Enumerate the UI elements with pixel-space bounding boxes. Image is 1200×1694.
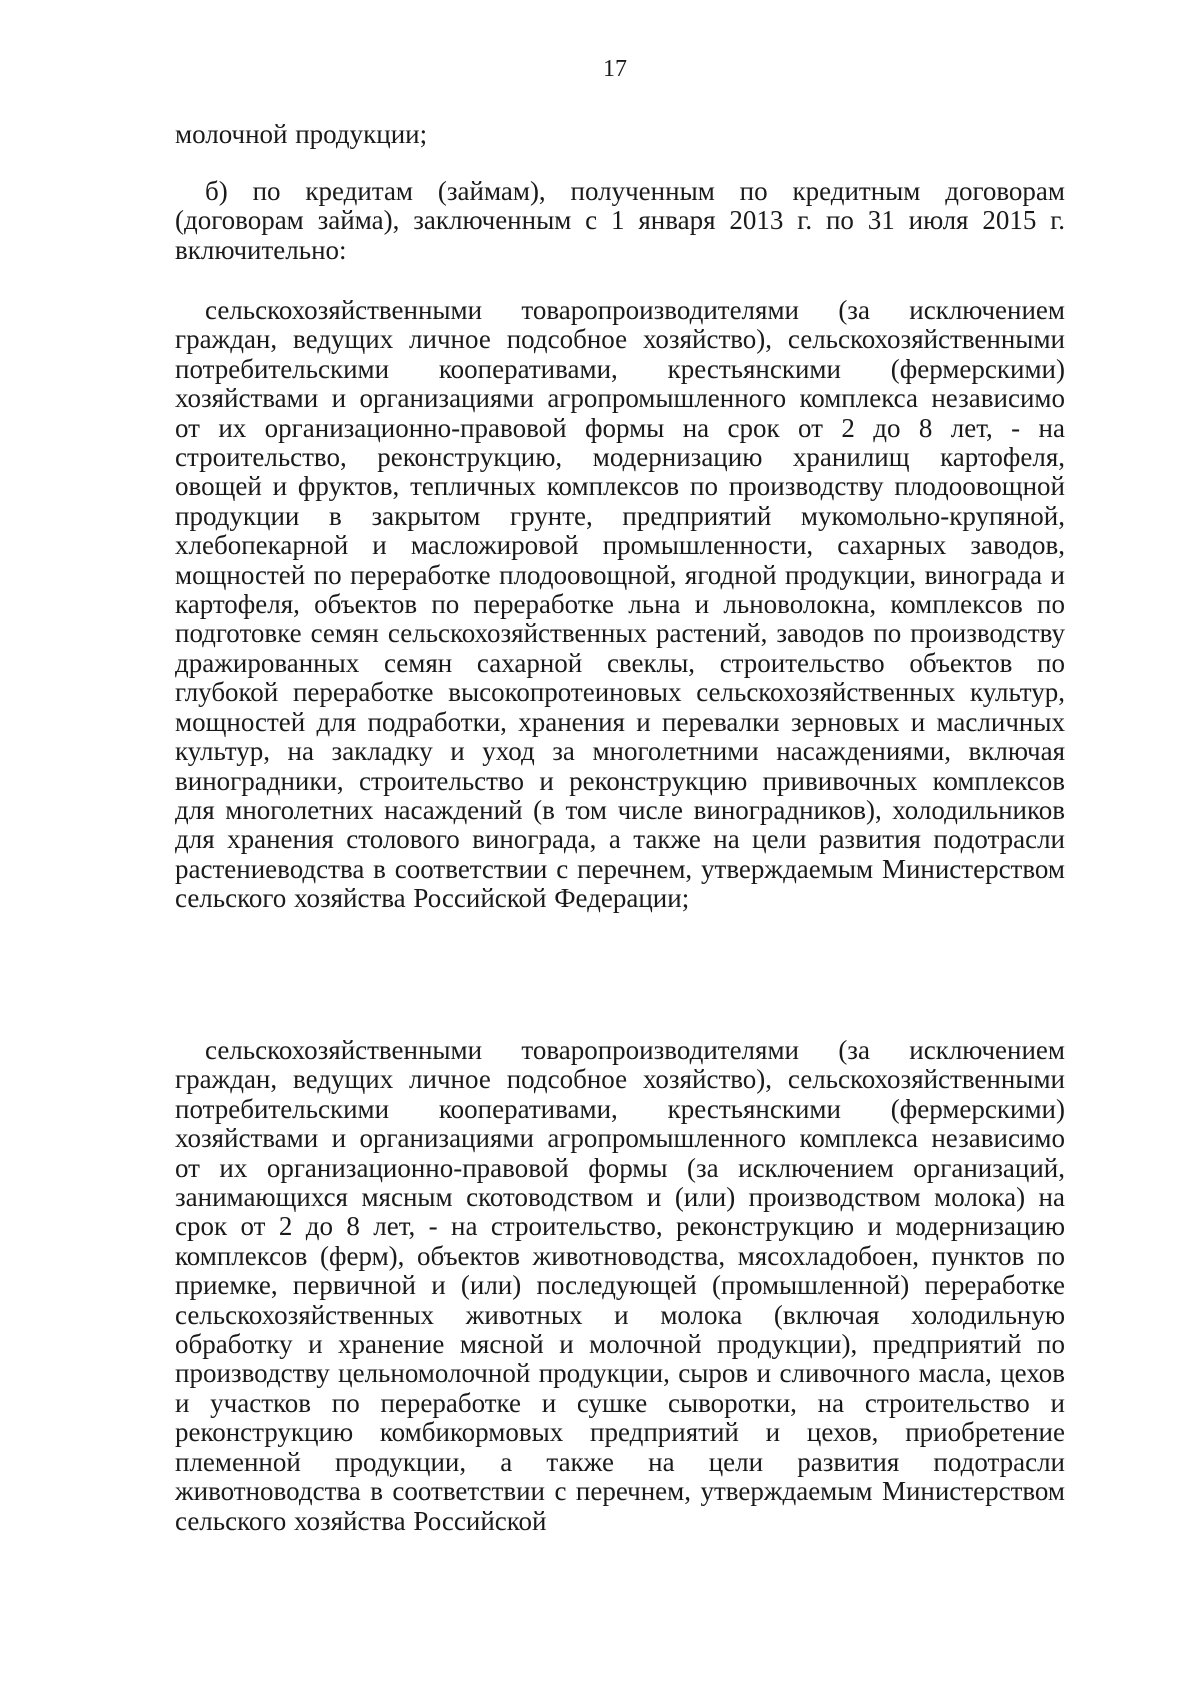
paragraph-livestock <box>175 1036 1065 1536</box>
paragraph-continuation <box>175 120 1065 149</box>
paragraph-crop-production <box>175 296 1065 914</box>
paragraph-text: сельскохозяйственными товаропроизводителями (за исключением граждан, ведущих личное подсобное хозяйство), сельскохозяйственными потребительскими кооперативами, крестьянскими (фермерскими) хозяйствами и организациями агропромышленного комплекса независимо от их организационно-правовой формы на срок от 2 до 8 лет, - на строительство, реконструкцию, модернизацию хранилищ картофеля, овощей и фруктов, тепличных комплексов по производству плодоовощной продукции в закрытом грунте, предприятий мукомольно-крупяной, хлебопекарной и масложировой промышленности, сахарных заводов, мощностей по переработке плодоовощной, ягодной продукции, винограда и картофеля, объектов по переработке льна и льноволокна, комплексов по подготовке семян сельскохозяйственных растений, заводов по производству дражированных семян сахарной свеклы, строительство объектов по глубокой переработке высокопротеиновых сельскохозяйственных культур, мощностей для подработки, хранения и перевалки зерновых и масличных культур, на закладку и уход за многолетними насаждениями, включая виноградники, строительство и реконструкцию прививочных комплексов для многолетних насаждений (в том числе виноградников), холодильников для хранения столового винограда, а также на цели развития подотрасли растениеводства в соответствии с перечнем, утверждаемым Министерством сельского хозяйства Российской Федерации; <box>175 295 1065 914</box>
paragraph-text: сельскохозяйственными товаропроизводителями (за исключением граждан, ведущих личное подсобное хозяйство), сельскохозяйственными потребительскими кооперативами, крестьянскими (фермерскими) хозяйствами и организациями агропромышленного комплекса независимо от их организационно-правовой формы (за исключением организаций, занимающихся мясным скотоводством и (или) производством молока) на срок от 2 до 8 лет, - на строительство, реконструкцию и модернизацию комплексов (ферм), объектов животноводства, мясохладобоен, пунктов по приемке, первичной и (или) последующей (промышленной) переработке сельскохозяйственных животных и молока (включая холодильную обработку и хранение мясной и молочной продукции), предприятий по производству цельномолочной продукции, сыров и сливочного масла, цехов и участков по переработке и сушке сыворотки, на строительство и реконструкцию комбикормовых предприятий и цехов, приобретение племенной продукции, а также на цели развития подотрасли животноводства в соответствии с перечнем, утверждаемым Министерством сельского хозяйства Российской <box>175 1035 1065 1536</box>
page-number: 17 <box>603 56 627 82</box>
paragraph-item-b <box>175 177 1065 265</box>
paragraph-text: б) по кредитам (займам), полученным по кредитным договорам (договорам займа), заключенным с 1 января 2013 г. по 31 июля 2015 г. включительно: <box>175 176 1065 265</box>
paragraph-text: молочной продукции; <box>175 119 428 149</box>
